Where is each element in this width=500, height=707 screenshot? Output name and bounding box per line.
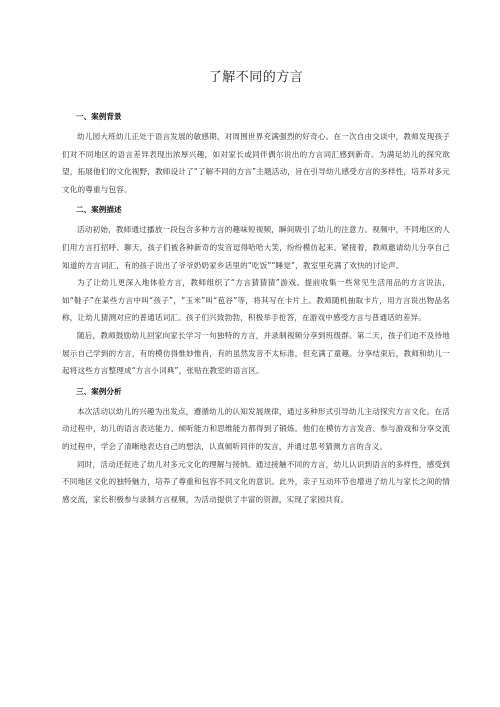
section-heading: 三、案例分析 [76, 386, 122, 396]
paragraph: 随后，教师鼓励幼儿回家向家长学习一句独特的方言，并录制视频分享到班级群。第二天，孩子们迫不及待地展示自己学到的方言，有的模仿得惟妙惟肖，有的虽然发音不太标准，但充满了童趣。分享结束后，教师和幼儿一起将这些方言整理成“方言小词典”，张贴在教室的语言区。 [62, 330, 450, 376]
paragraph: 活动初始，教师通过播放一段包含多种方言的趣味短视频，瞬间吸引了幼儿的注意力。视频中，不同地区的人们用方言打招呼、聊天，孩子们被各种新奇的发音逗得哈哈大笑，纷纷模仿起来。紧接着，教师邀请幼儿分享自己知道的方言词汇，有的孩子说出了爷爷奶奶家乡话里的“吃饭”“睡觉”，教室里充满了欢快的讨论声。 [62, 225, 450, 270]
section-analysis [62, 386, 450, 509]
section-heading: 一、案例背景 [76, 112, 122, 121]
paragraph: 为了让幼儿更深入地体验方言，教师组织了“方言猜猜猜”游戏。提前收集一些常见生活用品的方言说法，如“鞋子”在某些方言中叫“孩子”，“玉米”叫“苞谷”等，将其写在卡片上。教师随机抽取卡片，用方言说出物品名称，让幼儿猜测对应的普通话词汇。孩子们兴致勃勃，积极举手抢答，在游戏中感受方言与普通话的差异。 [62, 278, 450, 323]
section-background [62, 111, 450, 198]
paragraph: 幼儿园大班幼儿正处于语言发展的敏感期，对周围世界充满强烈的好奇心。在一次自由交谈中，教师发现孩子们对不同地区的语言差异表现出浓厚兴趣，如对家长或同伴偶尔说出的方言词汇感到新奇。为满足幼儿的探究欲望，拓展他们的文化视野，教师设计了“了解不同的方言”主题活动，旨在引导幼儿感受方言的多样性，培养对多元文化的尊重与包容。 [62, 132, 450, 194]
page-title: 了解不同的方言 [208, 70, 304, 85]
paragraph: 同时，活动还促进了幼儿对多元文化的理解与接纳。通过接触不同的方言，幼儿认识到语言的多样性，感受到不同地区文化的独特魅力，培养了尊重和包容不同文化的意识。此外，亲子互动环节也增进了幼儿与家长之间的情感交流，家长积极参与录制方言视频，为活动提供了丰富的资源，实现了家园共育。 [62, 459, 450, 504]
paragraph: 本次活动以幼儿的兴趣为出发点，遵循幼儿的认知发展规律，通过多种形式引导幼儿主动探究方言文化。在活动过程中，幼儿的语言表达能力、倾听能力和思维能力都得到了锻炼。他们在模仿方言发音、参与游戏和分享交流的过程中，学会了清晰地表达自己的想法，认真倾听同伴的发言，并通过思考猜测方言的含义。 [62, 406, 450, 451]
section-heading: 二、案例描述 [76, 205, 122, 215]
section-description [62, 204, 450, 379]
